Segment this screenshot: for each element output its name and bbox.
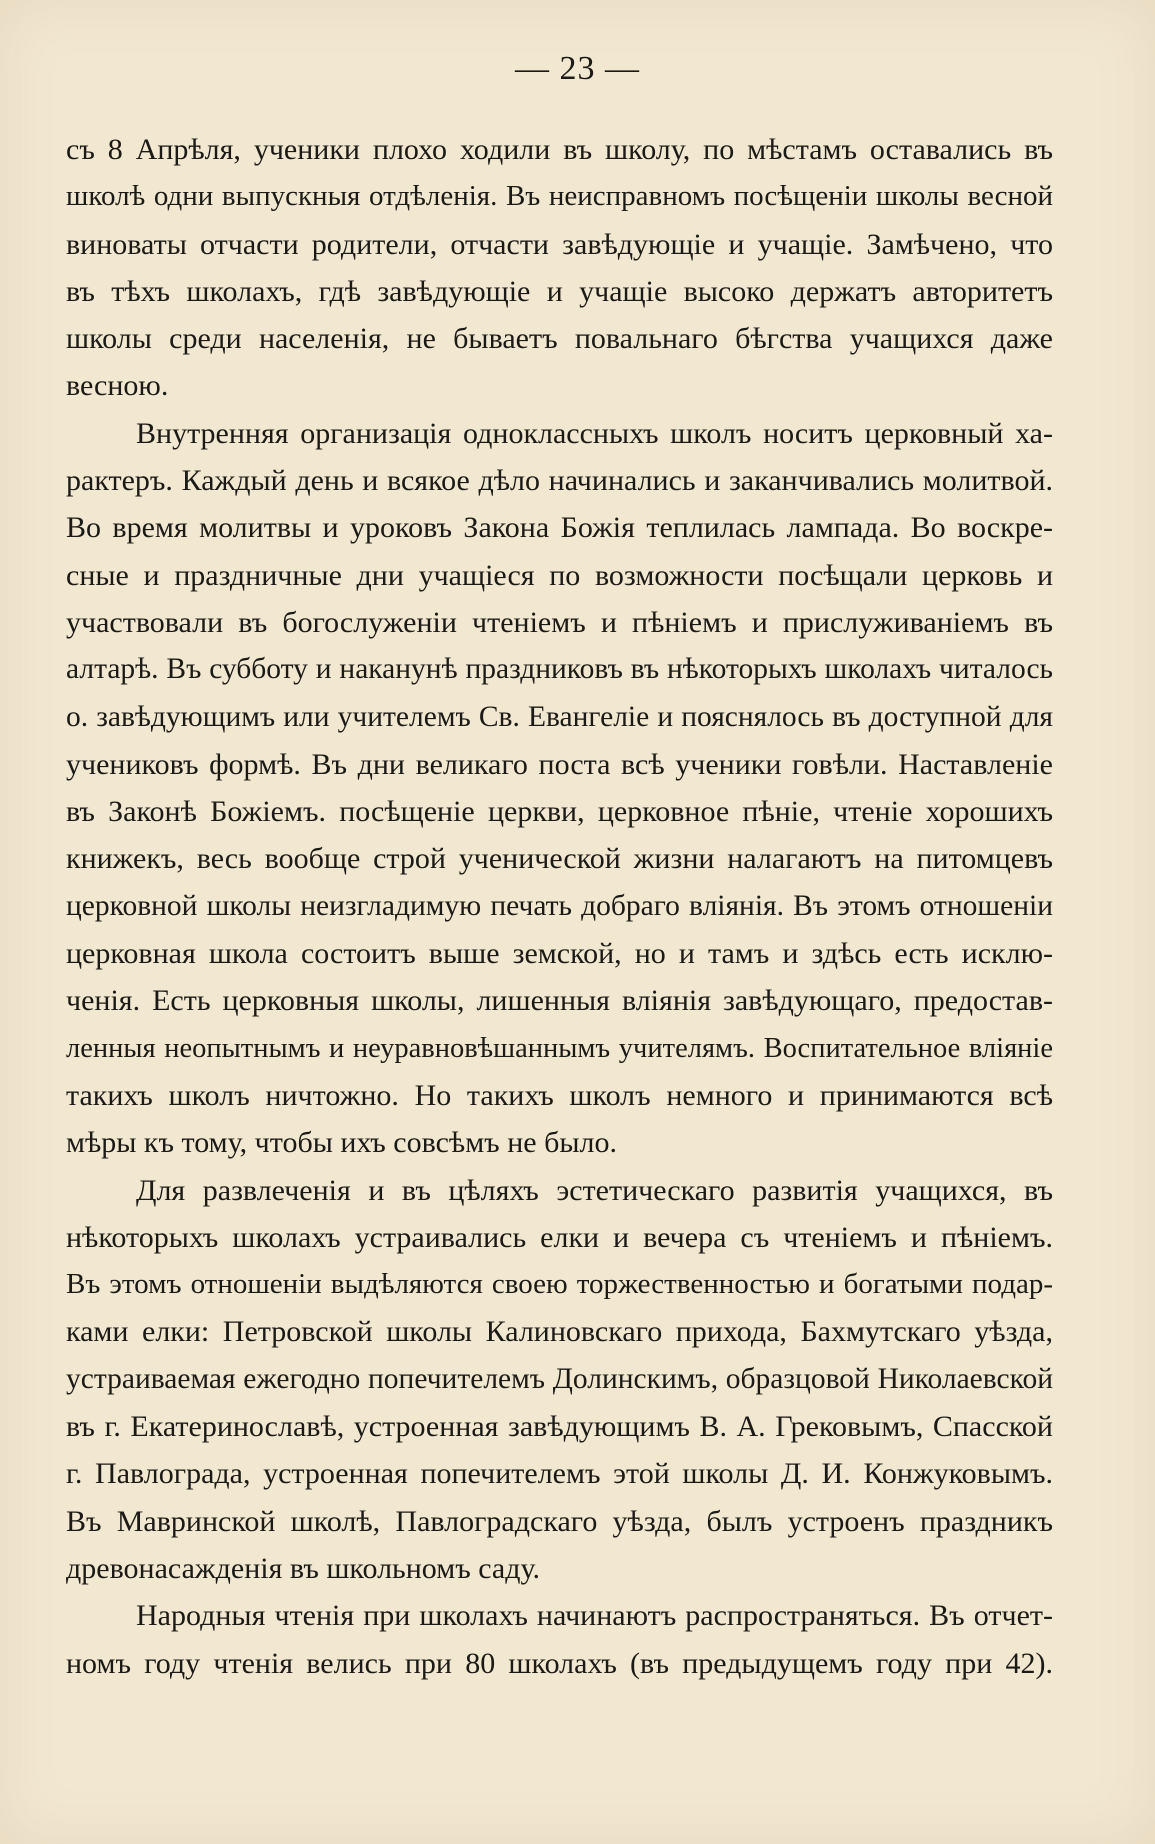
text-line: въ тѣхъ школахъ, гдѣ завѣдующіе и учащіе высоко держатъ авторитетъ <box>66 274 1053 308</box>
text-line: такихъ школъ ничтожно. Но такихъ школъ немного и принимаются всѣ <box>66 1078 1053 1112</box>
text-line: г. Павлограда, устроенная попечителемъ этой школы Д. И. Конжуковымъ. <box>66 1457 1053 1491</box>
text-line: Въ этомъ отношеніи выдѣляются своею торжественностью и богатыми подар- <box>66 1268 1053 1301</box>
text-line: ленныя неопытнымъ и неуравновѣшаннымъ учителямъ. Воспитательное вліяніе <box>66 1032 1053 1064</box>
text-line: ками елки: Петровской школы Калиновскаго прихода, Бахмутскаго уѣзда, <box>66 1315 1053 1349</box>
text-line: школѣ одни выпускныя отдѣленія. Въ неисправномъ посѣщеніи школы весной <box>66 180 1053 213</box>
text-line: сные и праздничные дни учащіеся по возможности посѣщали церковь и <box>66 558 1053 592</box>
text-line: мѣры къ тому, чтобы ихъ совсѣмъ не было. <box>66 1126 617 1160</box>
page-number: — 23 — <box>515 50 640 87</box>
text-line: Народныя чтенія при школахъ начинаютъ распространяться. Въ отчет- <box>136 1599 1053 1633</box>
text-line: рактеръ. Каждый день и всякое дѣло начинались и заканчивались молитвой. <box>66 464 1053 498</box>
text-line: древонасажденія въ школьномъ саду. <box>66 1551 540 1585</box>
text-line: ченія. Есть церковныя школы, лишенныя вліянія завѣдующаго, предостав- <box>66 984 1053 1018</box>
text-line: церковная школа состоитъ выше земской, но и тамъ и здѣсь есть исклю- <box>66 937 1053 971</box>
text-line: церковной школы неизгладимую печать добраго вліянія. Въ этомъ отношеніи <box>66 889 1053 922</box>
body-text <box>66 126 1053 1687</box>
text-line: учениковъ формѣ. Въ дни великаго поста всѣ ученики говѣли. Наставленіе <box>66 747 1053 781</box>
text-line: номъ году чтенія велись при 80 школахъ (въ предыдущемъ году при 42). <box>66 1646 1053 1680</box>
text-line: въ Законѣ Божіемъ. посѣщеніе церкви, церковное пѣніе, чтеніе хорошихъ <box>66 795 1053 829</box>
text-line: участвовали въ богослуженіи чтеніемъ и пѣніемъ и прислуживаніемъ въ <box>66 605 1053 639</box>
text-line: съ 8 Апрѣля, ученики плохо ходили въ школу, по мѣстамъ оставались въ <box>66 133 1053 166</box>
text-line: книжекъ, весь вообще строй ученической жизни налагаютъ на питомцевъ <box>66 842 1053 876</box>
text-line: алтарѣ. Въ субботу и наканунѣ праздниковъ въ нѣкоторыхъ школахъ читалось <box>66 653 1053 686</box>
text-line: Для развлеченія и въ цѣляхъ эстетическаго развитія учащихся, въ <box>136 1173 1053 1207</box>
text-line: устраиваемая ежегодно попечителемъ Долинскимъ, образцовой Николаевской <box>66 1362 1053 1395</box>
text-line: въ г. Екатеринославѣ, устроенная завѣдующимъ В. А. Грековымъ, Спасской <box>66 1410 1053 1444</box>
text-line: весною. <box>66 369 169 403</box>
text-line: виноваты отчасти родители, отчасти завѣдующіе и учащіе. Замѣчено, что <box>66 227 1053 261</box>
text-line: о. завѣдующимъ или учителемъ Св. Евангеліе и пояснялось въ доступной для <box>66 700 1053 733</box>
text-line: Внутренняя организація одноклассныхъ школъ носитъ церковный ха- <box>136 416 1053 450</box>
text-line: нѣкоторыхъ школахъ устраивались елки и вечера съ чтеніемъ и пѣніемъ. <box>66 1220 1053 1254</box>
text-line: школы среди населенія, не бываетъ повальнаго бѣгства учащихся даже <box>66 322 1053 356</box>
text-line: Въ Мавринской школѣ, Павлоградскаго уѣзда, былъ устроенъ праздникъ <box>66 1504 1053 1538</box>
text-line: Во время молитвы и уроковъ Закона Божія теплилась лампада. Во воскре- <box>66 511 1053 545</box>
